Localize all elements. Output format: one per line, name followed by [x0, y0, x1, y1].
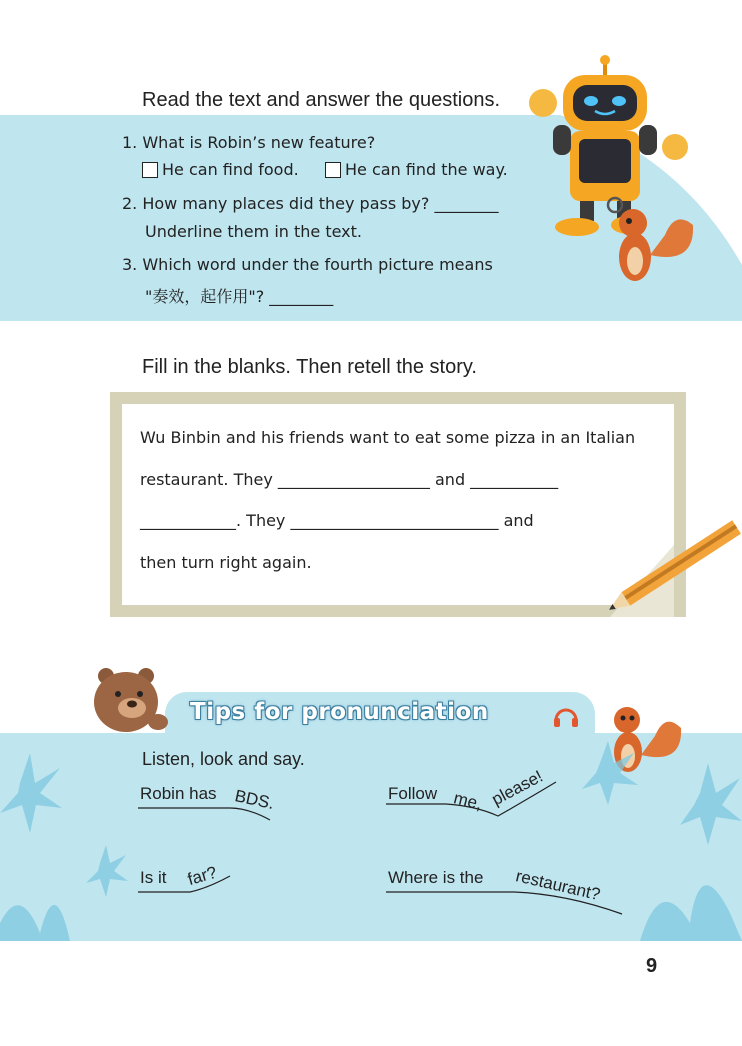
section-2-heading: Fill in the blanks. Then retell the story. [142, 356, 477, 378]
question-2-prompt: 2. How many places did they pass by? ________ [122, 194, 499, 213]
phrase-2-part-3: please! [488, 766, 546, 810]
phrase-3-part-2: far? [185, 862, 219, 890]
phrase-3-intonation-line [138, 872, 238, 896]
phrase-4-part-1: Where is the [388, 868, 484, 887]
phrase-4-part-2: restaurant? [513, 866, 603, 905]
phrase-1-intonation-line [138, 800, 278, 824]
squirrel-illustration [605, 195, 700, 290]
phrase-2-intonation-line [386, 778, 558, 820]
checkbox-option-a[interactable] [142, 162, 158, 178]
question-1-option-b[interactable] [325, 160, 508, 179]
story-line-3[interactable]: ____________. They __________________________ and [140, 511, 534, 530]
headphones-icon [551, 700, 581, 730]
phrase-1-part-2: BDS. [233, 786, 276, 814]
bear-illustration [88, 664, 170, 736]
option-a-label: He can find food. [162, 160, 299, 179]
story-line-1: Wu Binbin and his friends want to eat some pizza in an Italian [140, 428, 636, 447]
question-1-prompt: 1. What is Robin’s new feature? [122, 133, 376, 152]
story-line-2[interactable]: restaurant. They ___________________ and ___________ [140, 470, 559, 489]
phrase-3-part-1: Is it [140, 868, 167, 887]
pencil-icon [600, 505, 742, 623]
page-number: 9 [646, 955, 658, 977]
question-1-option-a[interactable] [142, 160, 299, 179]
phrase-2-part-2: me, [451, 788, 484, 814]
phrase-4-intonation-line [386, 882, 626, 916]
phrase-2-part-1: Follow [388, 784, 438, 803]
checkbox-option-b[interactable] [325, 162, 341, 178]
phrase-1-part-1: Robin has [140, 784, 217, 803]
story-line-4: then turn right again. [140, 553, 312, 572]
section-3-subheading: Listen, look and say. [142, 749, 305, 769]
tips-title: Tips for pronunciation [190, 699, 489, 725]
question-2-instruction: Underline them in the text. [145, 222, 362, 241]
leaf-decorations [0, 733, 742, 941]
option-b-label: He can find the way. [345, 160, 508, 179]
question-3-prompt: 3. Which word under the fourth picture means [122, 255, 493, 274]
section-1-heading: Read the text and answer the questions. [142, 89, 501, 111]
question-3-chinese: "奏效，起作用"? ________ [145, 287, 334, 306]
